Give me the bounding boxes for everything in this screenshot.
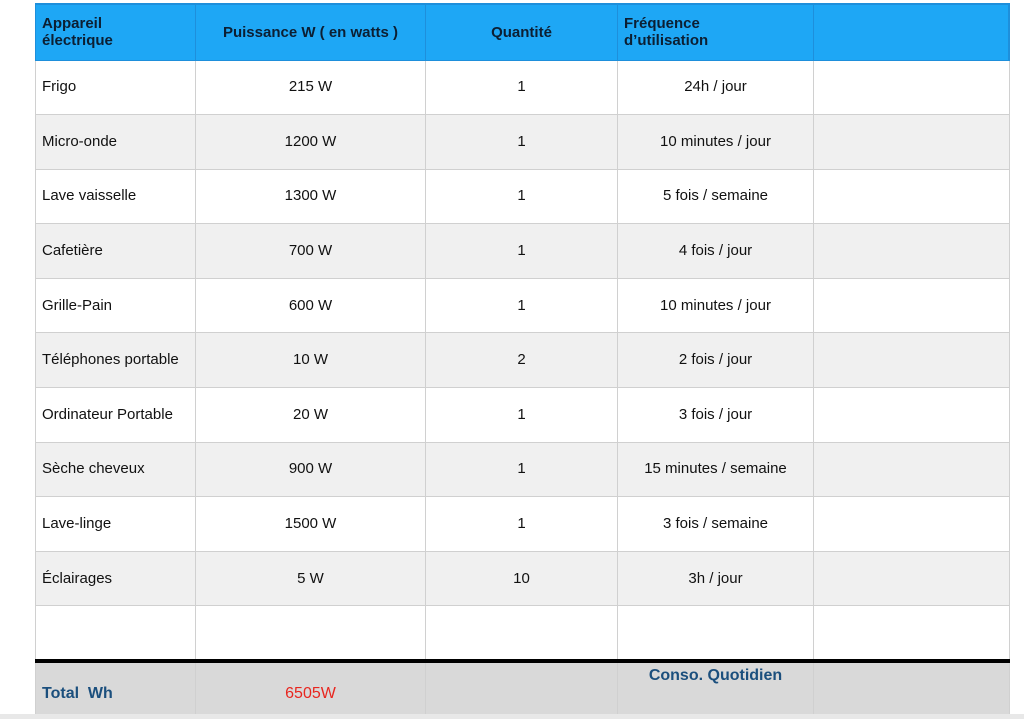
total-row [36,661,1010,715]
table-row [36,115,1010,170]
cell-empty[interactable] [814,497,1010,552]
total-value[interactable]: 6505W [196,661,426,715]
cell-frequence[interactable]: 3 fois / semaine [618,497,814,552]
cell-empty[interactable] [814,606,1010,661]
cell-appareil[interactable]: Micro-onde [36,115,196,170]
table-row [36,442,1010,497]
cell-quantite[interactable]: 10 [426,551,618,606]
cell-frequence[interactable]: 5 fois / semaine [618,169,814,224]
header-frequence-text: Fréquence d’utilisation [624,15,709,50]
cell-puissance[interactable]: 215 W [196,60,426,115]
cell-quantite[interactable]: 2 [426,333,618,388]
cell-empty[interactable] [196,606,426,661]
cell-empty[interactable] [36,606,196,661]
header-quantite[interactable] [426,4,618,60]
cell-quantite[interactable]: 1 [426,60,618,115]
cell-empty[interactable] [618,606,814,661]
cell-appareil[interactable]: Frigo [36,60,196,115]
cell-quantite[interactable]: 1 [426,115,618,170]
total-label[interactable]: Total Wh [36,661,196,715]
table-row [36,551,1010,606]
cell-empty[interactable] [426,661,618,715]
cell-appareil[interactable]: Éclairages [36,551,196,606]
header-puissance[interactable] [196,4,426,60]
header-frequence[interactable] [618,4,814,60]
bottom-scroll-area [0,714,1024,719]
spreadsheet-sheet [35,3,1009,714]
cell-empty[interactable] [814,388,1010,443]
header-appareil-text: Appareil électrique [42,15,113,50]
cell-quantite[interactable]: 1 [426,278,618,333]
cell-appareil[interactable]: Lave vaisselle [36,169,196,224]
cell-quantite[interactable]: 1 [426,442,618,497]
table-row [36,497,1010,552]
cell-frequence[interactable]: 10 minutes / jour [618,278,814,333]
header-appareil[interactable] [36,4,196,60]
cell-puissance[interactable]: 900 W [196,442,426,497]
cell-empty[interactable] [814,224,1010,279]
cell-puissance[interactable]: 20 W [196,388,426,443]
cell-frequence[interactable]: 24h / jour [618,60,814,115]
cell-frequence[interactable]: 10 minutes / jour [618,115,814,170]
conso-quotidien-label[interactable]: Conso. Quotidien [618,661,814,715]
cell-empty[interactable] [814,661,1010,715]
cell-appareil[interactable]: Lave-linge [36,497,196,552]
cell-puissance[interactable]: 1200 W [196,115,426,170]
cell-empty[interactable] [814,60,1010,115]
cell-frequence[interactable]: 4 fois / jour [618,224,814,279]
header-quantite-text: Quantité [491,23,552,41]
header-row [36,4,1010,60]
header-empty[interactable] [814,4,1010,60]
cell-puissance[interactable]: 1300 W [196,169,426,224]
table-row [36,169,1010,224]
cell-empty[interactable] [814,551,1010,606]
cell-frequence[interactable]: 3h / jour [618,551,814,606]
cell-empty[interactable] [814,278,1010,333]
cell-puissance[interactable]: 5 W [196,551,426,606]
table-row [36,278,1010,333]
cell-puissance[interactable]: 1500 W [196,497,426,552]
cell-appareil[interactable]: Grille-Pain [36,278,196,333]
cell-appareil[interactable]: Cafetière [36,224,196,279]
table-row [36,388,1010,443]
cell-puissance[interactable]: 600 W [196,278,426,333]
cell-frequence[interactable]: 3 fois / jour [618,388,814,443]
cell-empty[interactable] [814,169,1010,224]
header-puissance-text: Puissance W ( en watts ) [222,23,399,41]
cell-frequence[interactable]: 2 fois / jour [618,333,814,388]
table-row [36,224,1010,279]
cell-empty[interactable] [814,115,1010,170]
cell-appareil[interactable]: Téléphones portable [36,333,196,388]
cell-quantite[interactable]: 1 [426,224,618,279]
cell-frequence[interactable]: 15 minutes / semaine [618,442,814,497]
cell-quantite[interactable]: 1 [426,497,618,552]
cell-puissance[interactable]: 10 W [196,333,426,388]
cell-puissance[interactable]: 700 W [196,224,426,279]
cell-quantite[interactable]: 1 [426,388,618,443]
cell-empty[interactable] [814,442,1010,497]
table-row [36,60,1010,115]
appliance-table [35,3,1010,715]
table-row [36,333,1010,388]
empty-row [36,606,1010,661]
cell-quantite[interactable]: 1 [426,169,618,224]
cell-empty[interactable] [814,333,1010,388]
cell-appareil[interactable]: Ordinateur Portable [36,388,196,443]
cell-empty[interactable] [426,606,618,661]
cell-appareil[interactable]: Sèche cheveux [36,442,196,497]
